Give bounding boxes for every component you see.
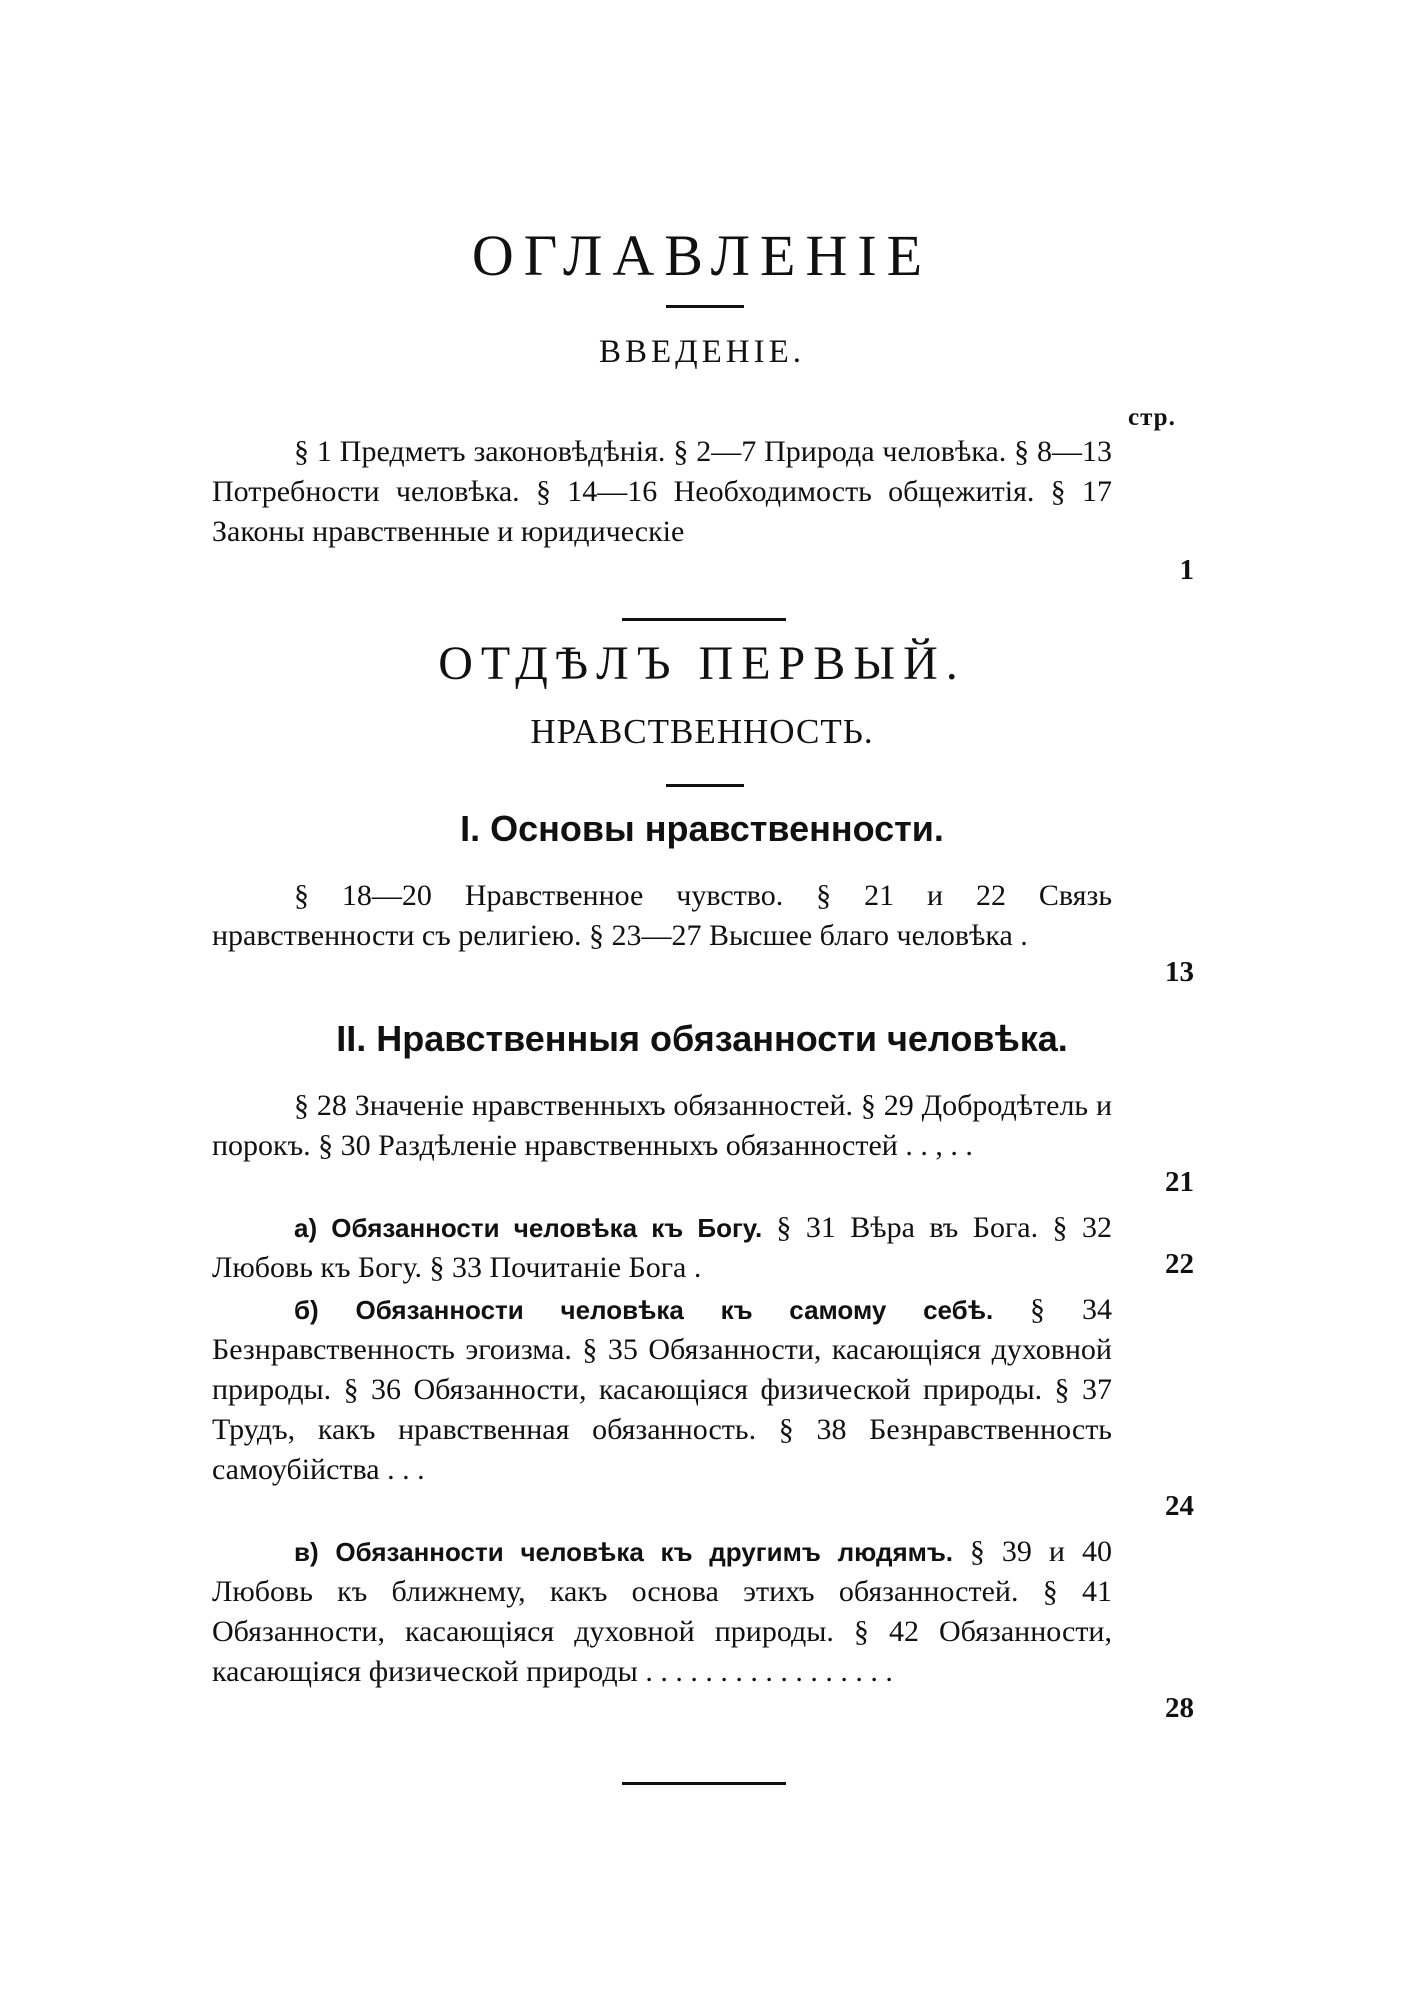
toc-entry-introduction: [212, 432, 1112, 552]
page-number: 21: [1165, 1166, 1194, 1198]
end-rule: [622, 1782, 786, 1785]
page-number: 28: [1165, 1692, 1194, 1724]
toc-entry-god: [212, 1208, 1112, 1288]
entry-text: § 34 Безнравственность эгоизма. § 35 Обязанности, касающіяся духовной природы. § 36 Обязанности, касающіяся физической природы. § 37 Трудъ, какъ нравственная обязанность. § 38 Безнравственность самоубійства . . .: [212, 1293, 1112, 1486]
subsection-rule: [666, 784, 744, 787]
entry-lead: в) Обязанности человѣка къ другимъ людямъ.: [294, 1537, 970, 1567]
entry-text: § 28 Значеніе нравственныхъ обязанностей. § 29 Добродѣтель и порокъ. § 30 Раздѣленіе нравственныхъ обязанностей . . , . .: [212, 1089, 1112, 1162]
chapter-heading-1: I. Основы нравственности.: [460, 808, 944, 849]
chapter-heading-2: II. Нравственныя обязанности человѣка.: [336, 1018, 1068, 1059]
page-number: 13: [1165, 956, 1194, 988]
toc-entry-others: [212, 1532, 1112, 1692]
entry-text: § 1 Предметъ законовѣдѣнія. § 2—7 Природа человѣка. § 8—13 Потребности человѣка. § 14—16 Необходимость общежитія. § 17 Законы нравственные и юридическіе: [212, 435, 1112, 548]
entry-lead: б) Обязанности человѣка къ самому себѣ.: [294, 1295, 1030, 1325]
page-number: 1: [1179, 554, 1194, 586]
introduction-heading: ВВЕДЕНІЕ.: [598, 334, 806, 370]
section-rule: [622, 618, 786, 621]
toc-entry-duties: [212, 1086, 1112, 1166]
toc-entry-chapter1: [212, 876, 1112, 956]
page-number: 24: [1165, 1490, 1194, 1522]
entry-text: § 18—20 Нравственное чувство. § 21 и 22 Связь нравственности съ религіею. § 23—27 Высшее благо человѣка .: [212, 879, 1112, 952]
section-heading: ОТДѢЛЪ ПЕРВЫЙ.: [438, 637, 966, 690]
entry-text: § 31 Вѣра въ Бога. § 32 Любовь къ Богу. § 33 Почитаніе Бога .: [212, 1211, 1112, 1284]
section-subheading: НРАВСТВЕННОСТЬ.: [530, 712, 874, 751]
toc-entry-self: [212, 1290, 1112, 1490]
page-title: ОГЛАВЛЕНІЕ: [471, 223, 933, 288]
page-number: 22: [1165, 1248, 1194, 1280]
entry-lead: а) Обязанности человѣка къ Богу.: [294, 1213, 777, 1243]
page-column-label: стр.: [1128, 404, 1176, 431]
entry-text: § 39 и 40 Любовь къ ближнему, какъ основа этихъ обязанностей. § 41 Обязанности, касающіяся духовной природы. § 42 Обязанности, касающіяся физической природы . . . . . . . . . . . . . . . . .: [212, 1535, 1113, 1688]
title-rule: [666, 305, 744, 308]
